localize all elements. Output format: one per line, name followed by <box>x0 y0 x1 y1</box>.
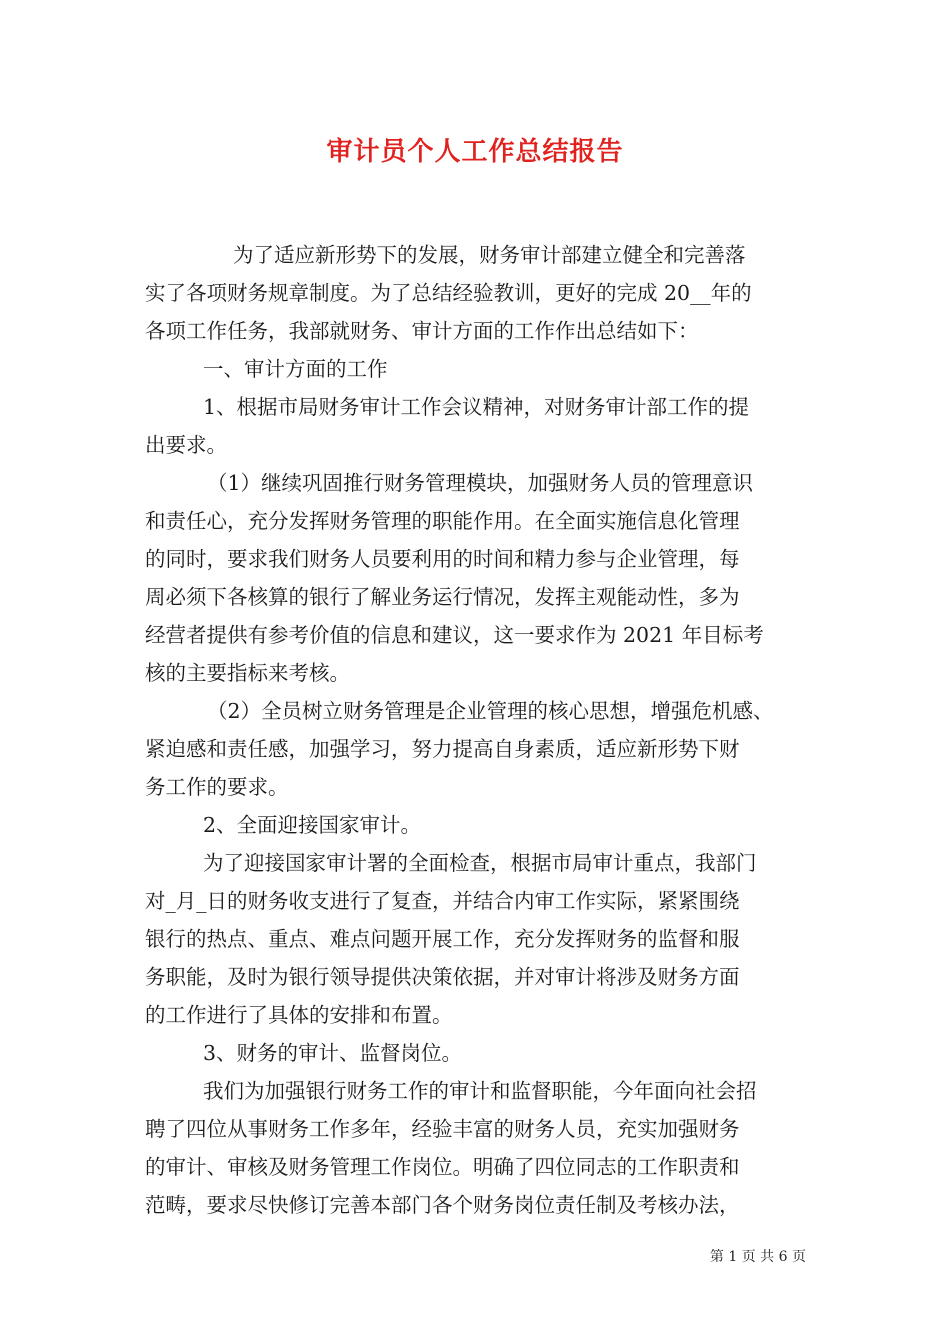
document-line: 出要求。 <box>145 433 227 457</box>
page-number-footer: 第 1 页 共 6 页 <box>709 1249 806 1265</box>
document-line: 紧迫感和责任感，加强学习，努力提高自身素质，适应新形势下财 <box>145 737 740 761</box>
document-line: 1、根据市局财务审计工作会议精神，对财务审计部工作的提 <box>203 395 750 419</box>
document-line: 2、全面迎接国家审计。 <box>203 813 422 837</box>
document-line: （2）全员树立财务管理是企业管理的核心思想，增强危机感、 <box>207 699 774 723</box>
document-line: 我们为加强银行财务工作的审计和监督职能，今年面向社会招 <box>203 1079 757 1103</box>
document-line: 务工作的要求。 <box>145 775 289 799</box>
document-line: 经营者提供有参考价值的信息和建议，这一要求作为 2021 年目标考 <box>145 623 764 647</box>
document-line: 3、财务的审计、监督岗位。 <box>203 1041 463 1065</box>
document-title: 审计员个人工作总结报告 <box>326 137 624 167</box>
document-line: 的同时，要求我们财务人员要利用的时间和精力参与企业管理，每 <box>145 547 740 571</box>
document-line: 核的主要指标来考核。 <box>145 661 350 685</box>
document-line: 务职能，及时为银行领导提供决策依据，并对审计将涉及财务方面 <box>145 965 740 989</box>
document-line: 的审计、审核及财务管理工作岗位。明确了四位同志的工作职责和 <box>145 1155 740 1179</box>
document-line: 周必须下各核算的银行了解业务运行情况，发挥主观能动性，多为 <box>145 585 740 609</box>
document-line: 各项工作任务，我部就财务、审计方面的工作作出总结如下： <box>145 319 699 343</box>
document-line: 对_月_日的财务收支进行了复查，并结合内审工作实际，紧紧围绕 <box>145 889 740 913</box>
document-line: 和责任心，充分发挥财务管理的职能作用。在全面实施信息化管理 <box>145 509 740 533</box>
document-line: 为了迎接国家审计署的全面检查，根据市局审计重点，我部门 <box>203 851 757 875</box>
document-body <box>145 236 805 1224</box>
document-line: 聘了四位从事财务工作多年，经验丰富的财务人员，充实加强财务 <box>145 1117 740 1141</box>
document-line: 范畴，要求尽快修订完善本部门各个财务岗位责任制及考核办法， <box>145 1193 740 1217</box>
document-line: 实了各项财务规章制度。为了总结经验教训，更好的完成 20__年的 <box>145 281 752 305</box>
document-line: （1）继续巩固推行财务管理模块，加强财务人员的管理意识 <box>207 471 754 495</box>
document-line: 为了适应新形势下的发展，财务审计部建立健全和完善落 <box>233 243 746 267</box>
document-line: 的工作进行了具体的安排和布置。 <box>145 1003 453 1027</box>
document-line: 银行的热点、重点、难点问题开展工作，充分发挥财务的监督和服 <box>145 927 740 951</box>
document-line: 一、审计方面的工作 <box>203 357 388 381</box>
